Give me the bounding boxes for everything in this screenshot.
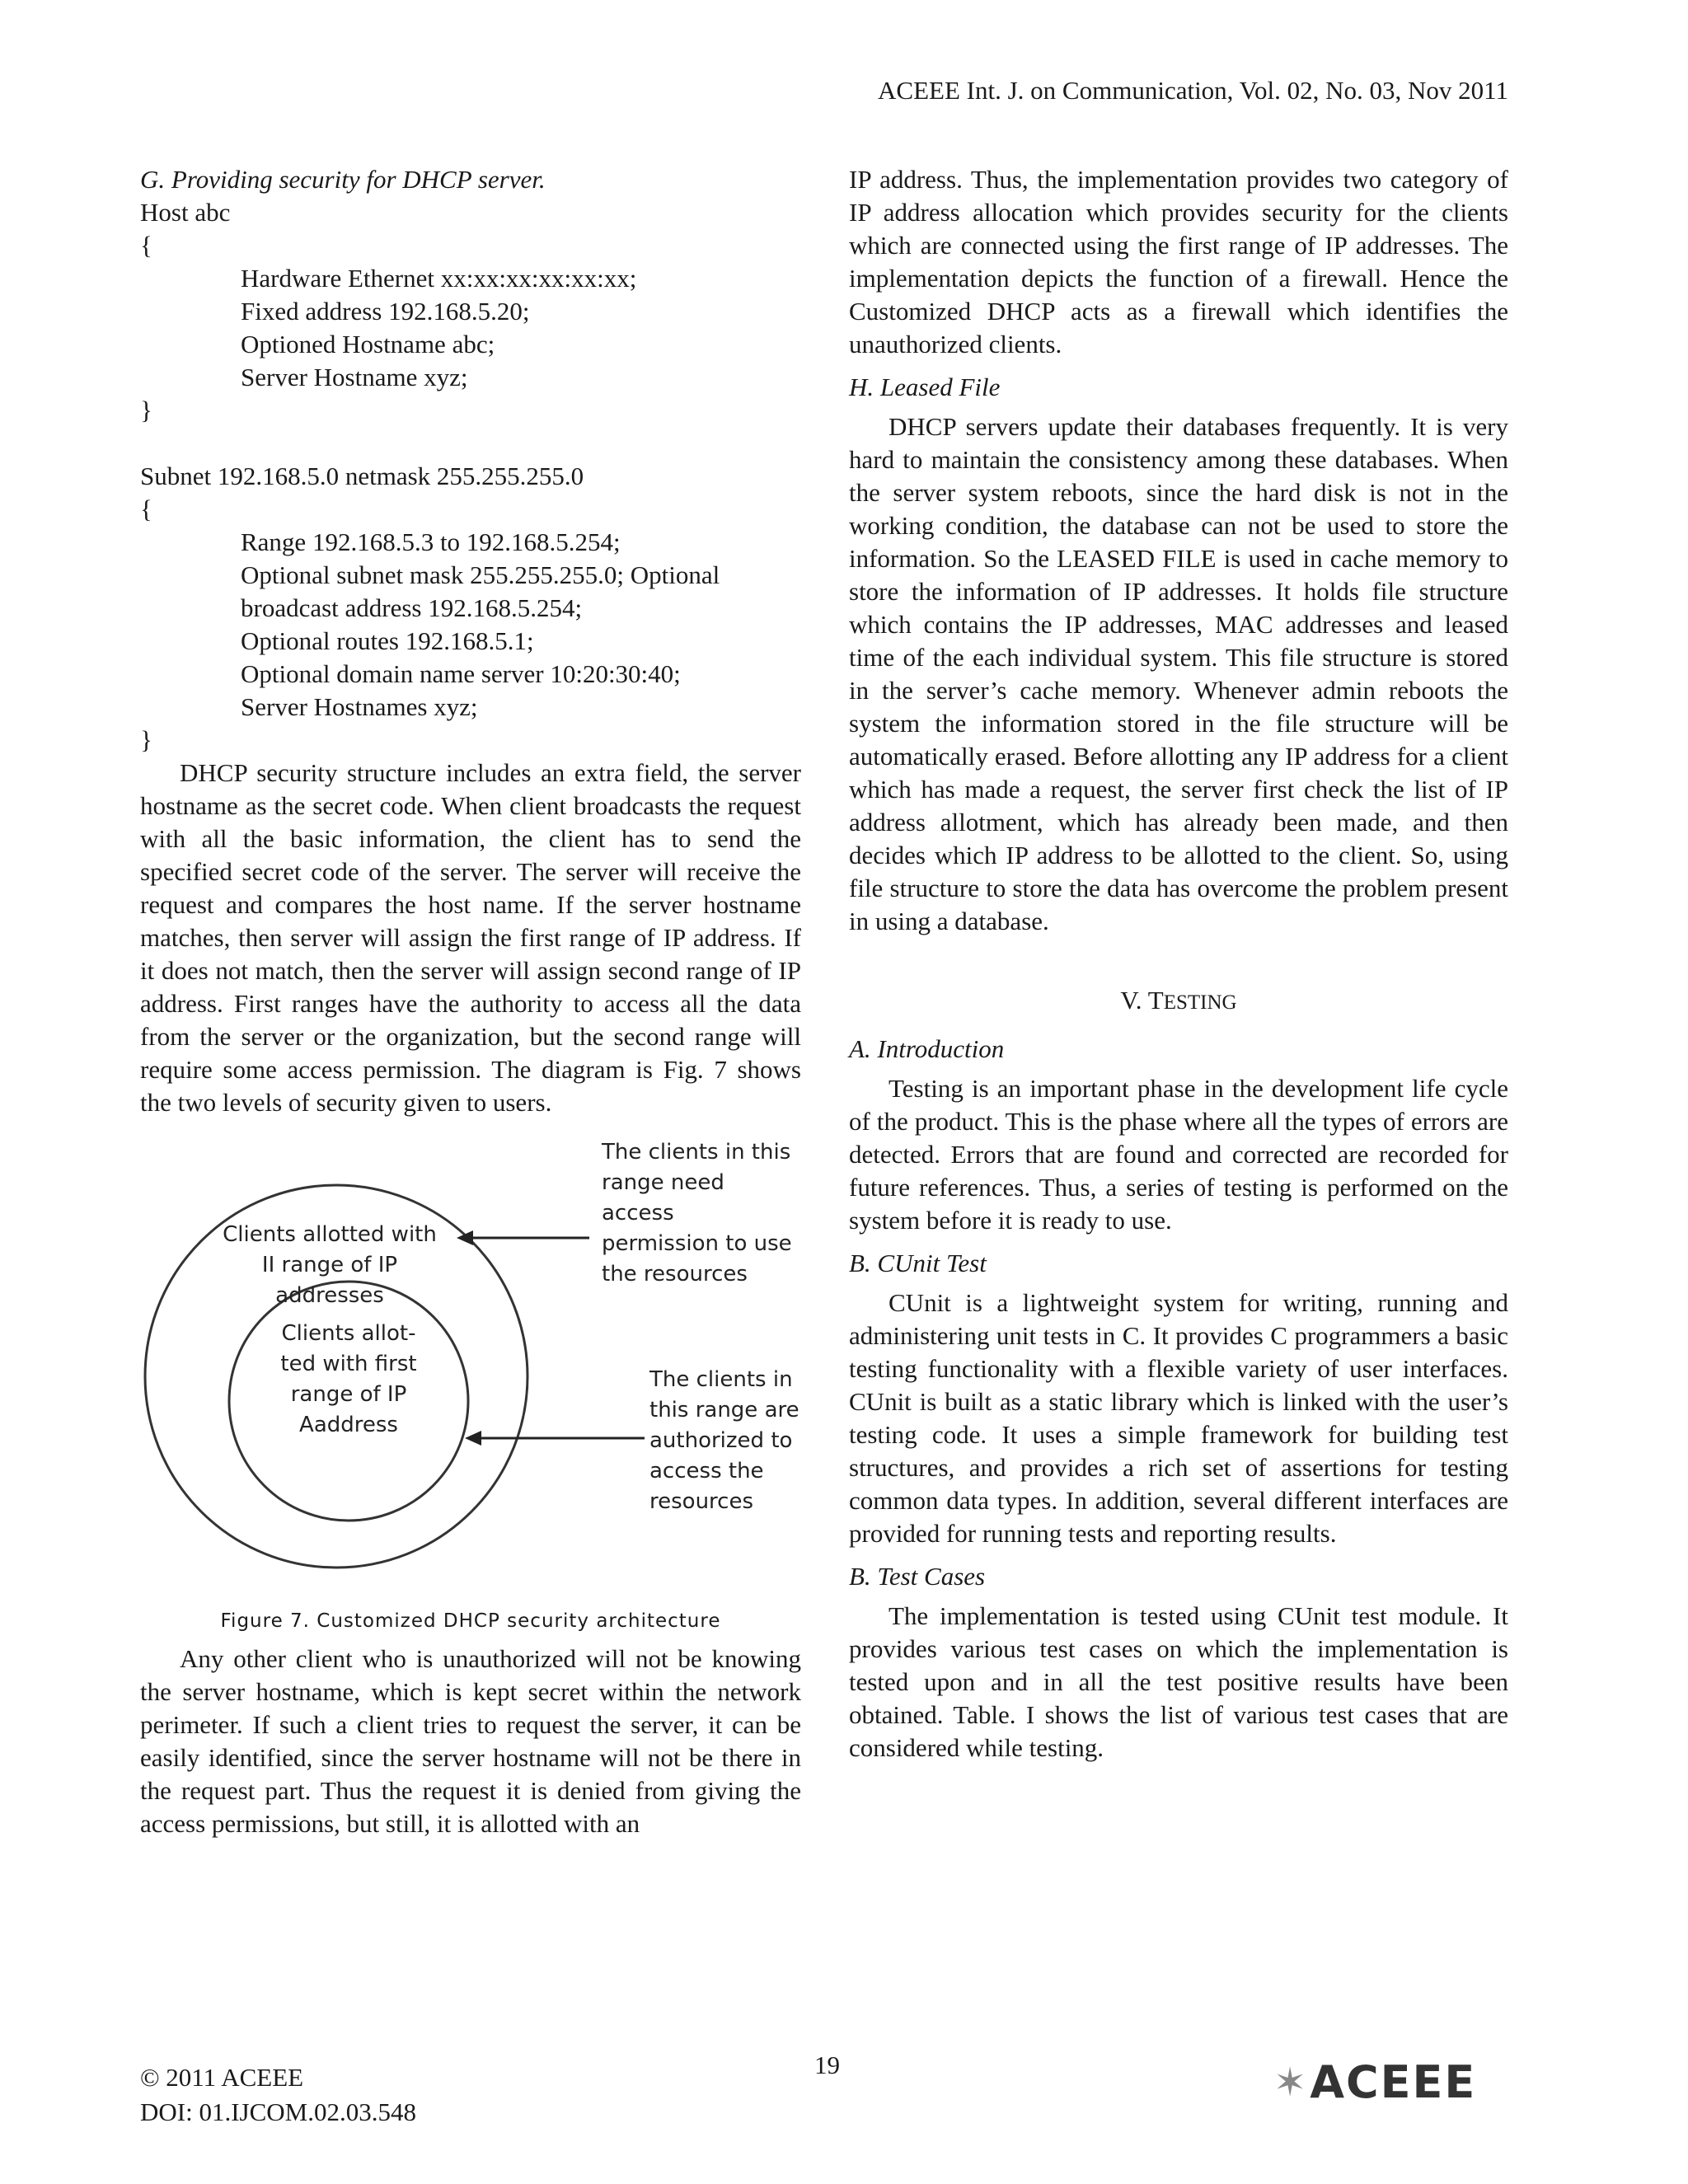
outer-ring-label — [223, 1220, 437, 1311]
label-line: Clients allot- — [281, 1321, 416, 1346]
aceee-logo — [1273, 2056, 1476, 2108]
note-line: this range are — [649, 1398, 799, 1422]
arrow-bottom-head — [465, 1431, 481, 1446]
footer-info — [140, 2060, 416, 2130]
code-line: Hardware Ethernet xx:xx:xx:xx:xx:xx; — [241, 264, 637, 293]
code-line: { — [140, 494, 152, 523]
subsection-test-cases-heading: B. Test Cases — [849, 1562, 986, 1591]
note-line: range need access — [602, 1170, 724, 1226]
note-line: access the — [649, 1459, 764, 1483]
label-line: Clients allotted with — [223, 1222, 437, 1247]
code-line: Subnet 192.168.5.0 netmask 255.255.255.0 — [140, 462, 584, 490]
logo-text: ACEEE — [1310, 2056, 1477, 2108]
code-line: Range 192.168.5.3 to 192.168.5.254; — [241, 527, 621, 556]
right-column — [849, 163, 1508, 1765]
note-authorized — [649, 1365, 801, 1517]
subsection-h-heading: H. Leased File — [849, 373, 1001, 401]
running-header: ACEEE Int. J. on Communication, Vol. 02, No. 03, Nov 2011 — [878, 76, 1508, 105]
code-line: Server Hostnames xyz; — [241, 692, 478, 721]
note-line: authorized to — [649, 1428, 793, 1453]
section-v-prefix: V. T — [1120, 986, 1164, 1015]
code-line: Optional domain name server 10:20:30:40; — [241, 659, 681, 688]
subsection-g-heading: G. Providing security for DHCP server. — [140, 165, 546, 194]
inner-circle-label — [266, 1319, 431, 1441]
arrow-top-head — [457, 1230, 473, 1245]
paragraph-unauthorized-client: Any other client who is unauthorized will not be knowing the server hostname, which is kept secret within the network perimeter. If such a client tries to request the server, it can be easily identified, since the server hostname will not be there in the request part. Thus the request it is denied from giving the access permissions, but still, it is allotted with an — [140, 1644, 801, 1838]
subsection-b-heading: B. CUnit Test — [849, 1249, 987, 1277]
code-line: broadcast address 192.168.5.254; — [241, 593, 583, 622]
note-need-access — [602, 1137, 801, 1290]
code-line: Optional subnet mask 255.255.255.0; Optional — [241, 560, 720, 589]
section-v-smallcaps: ESTING — [1163, 991, 1237, 1014]
doi: DOI: 01.IJCOM.02.03.548 — [140, 2097, 416, 2126]
paragraph-continued: IP address. Thus, the implementation provides two category of IP address allocation which provides security for the clients which are connected using the first range of IP addresses. The implementation depicts the function of a firewall. Hence the Customized DHCP acts as a firewall which identifies the unauthorized clients. — [849, 165, 1508, 359]
code-line: Server Hostname xyz; — [241, 363, 468, 391]
subsection-a-heading: A. Introduction — [849, 1034, 1005, 1063]
code-line: Optional routes 192.168.5.1; — [241, 626, 534, 655]
note-line: permission to use — [602, 1231, 792, 1256]
code-line: { — [140, 231, 152, 260]
paragraph-security-structure: DHCP security structure includes an extra field, the server hostname as the secret code. When client broadcasts the request with all the basic information, the client has to send the specified secret code of the server. The server will receive the request and compares the host name. If the server hostname matches, then server will assign the first range of IP address. If it does not match, then the server will assign second range of IP address. First ranges have the authority to access all the data from the server or the organization, but the second range will require some access permission. The diagram is Fig. 7 shows the two levels of security given to users. — [140, 758, 801, 1117]
paragraph-test-cases: The implementation is tested using CUnit test module. It provides various test cases on which the implementation is tested upon and in all the test positive results have been obtained. Table. I shows the list of various test cases that are considered while testing. — [849, 1601, 1508, 1762]
note-line: the resources — [602, 1262, 748, 1286]
copyright: © 2011 ACEEE — [140, 2063, 304, 2092]
figure-7 — [140, 1137, 801, 1595]
star-icon: ✶ — [1273, 2059, 1307, 2106]
left-column — [140, 163, 801, 1840]
label-line: ted with first — [280, 1352, 417, 1376]
code-line: } — [140, 396, 152, 424]
page-number: 19 — [814, 2050, 840, 2079]
section-v-heading — [849, 984, 1508, 1019]
label-line: II range of IP addresses — [261, 1253, 398, 1308]
note-line: The clients in this — [602, 1140, 791, 1165]
code-block-host — [140, 196, 801, 427]
paragraph-cunit: CUnit is a lightweight system for writing, running and administering unit tests in C. It provides C programmers a basic testing functionality with a flexible variety of user interfaces. CUnit is built as a static library which is linked with the user’s testing code. It uses a simple framework for building test structures, and provides a rich set of assertions for testing common data types. In addition, several different interfaces are provided for running tests and reporting results. — [849, 1288, 1508, 1548]
figure-caption: Figure 7. Customized DHCP security architecture — [220, 1610, 721, 1632]
code-block-subnet — [140, 460, 801, 757]
note-line: The clients in — [649, 1367, 793, 1392]
label-line: range of IP — [290, 1382, 407, 1407]
code-line: Fixed address 192.168.5.20; — [241, 297, 530, 326]
label-line: Aaddress — [299, 1413, 398, 1437]
paragraph-leased-file: DHCP servers update their databases frequently. It is very hard to maintain the consistency among these databases. When the server system reboots, since the hard disk is not in the working condition, the database can not be used to store the information. So the LEASED FILE is used in cache memory to store the information of IP addresses. It holds file structure which contains the IP addresses, MAC addresses and leased time of the each individual system. This file structure is stored in the server’s cache memory. Whenever admin reboots the system the information stored in the file structure will be automatically erased. Before allotting any IP address for a client which has made a request, the server first check the list of IP address allotment, which has already been made, and then decides which IP address to be allotted to the client. So, using file structure to store the data has overcome the problem present in using a database. — [849, 412, 1508, 935]
code-line: Host abc — [140, 198, 231, 227]
paragraph-introduction: Testing is an important phase in the development life cycle of the product. This is the phase where all the types of errors are detected. Errors that are found and corrected are recorded for future references. Thus, a series of testing is performed on the system before it is ready to use. — [849, 1074, 1508, 1235]
code-line: Optioned Hostname abc; — [241, 330, 495, 359]
note-line: resources — [649, 1489, 754, 1514]
code-line: } — [140, 725, 152, 754]
